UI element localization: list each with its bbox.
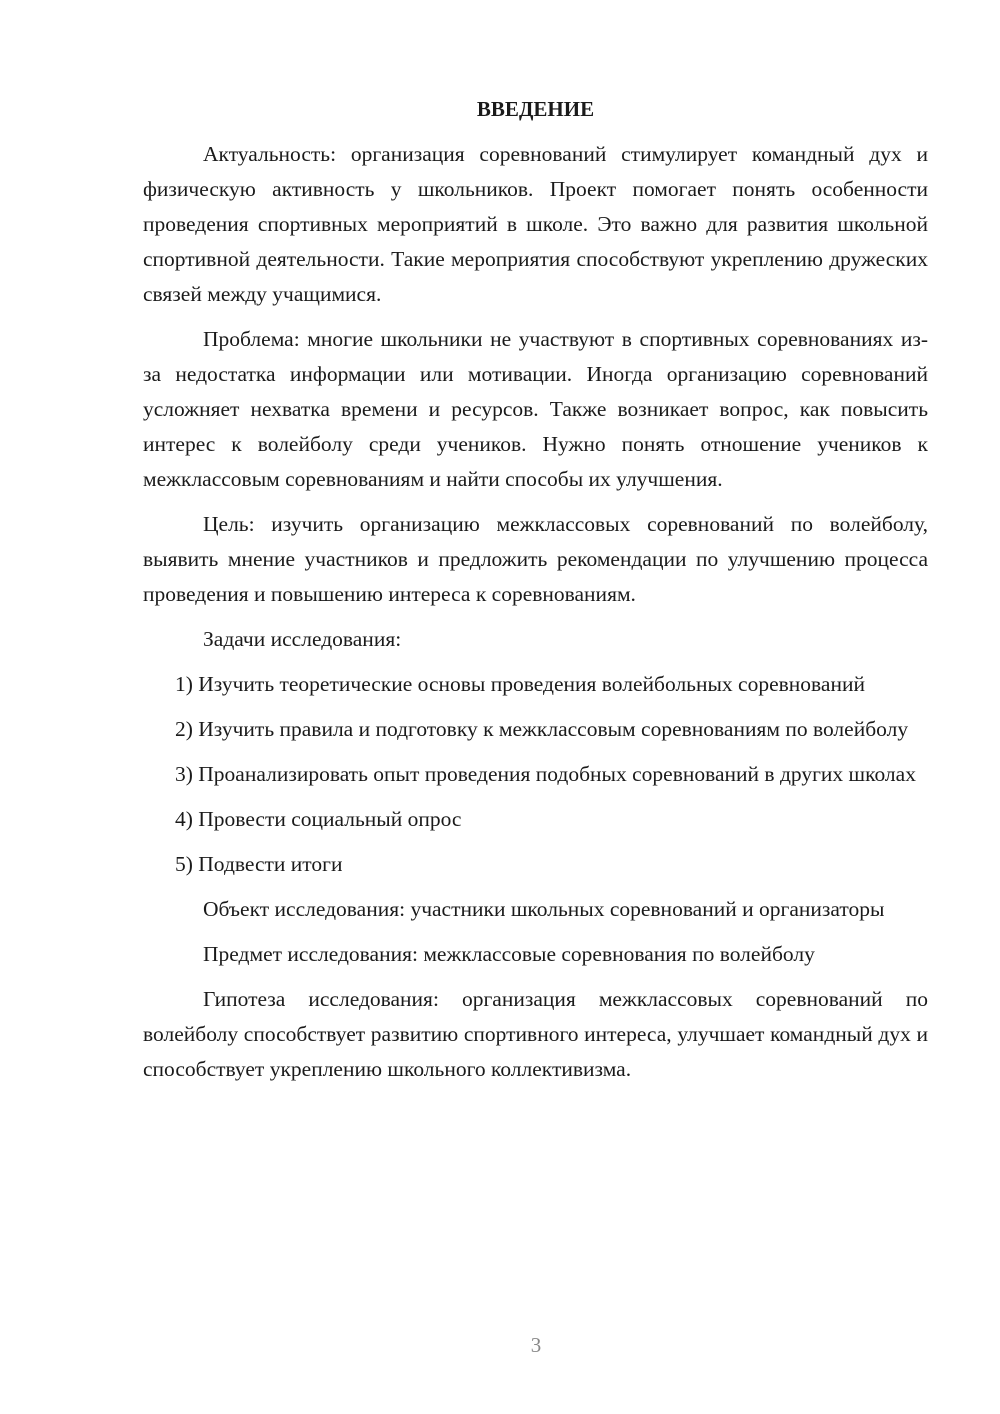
paragraph-object: Объект исследования: участники школьных соревнований и организаторы [203,897,885,921]
task-item-5: 5) Подвести итоги [175,852,343,876]
paragraph-subject: Предмет исследования: межклассовые соревнования по волейболу [203,942,815,966]
document-page [143,92,928,1087]
page-number: 3 [530,1333,542,1357]
task-item-4: 4) Провести социальный опрос [175,807,462,831]
paragraph-hypothesis: Гипотеза исследования: организация межклассовых соревнований по волейболу способствует развитию спортивного интереса, улучшает командный дух и способствует укреплению школьного коллективизма. [143,987,928,1081]
paragraph-problem: Проблема: многие школьники не участвуют в спортивных соревнованиях из-за недостатка информации или мотивации. Иногда организацию соревнований усложняет нехватка времени и ресурсов. Также возникает вопрос, как повысить интерес к волейболу среди учеников. Нужно понять отношение учеников к межклассовым соревнованиям и найти способы их улучшения. [143,327,928,491]
section-title: ВВЕДЕНИЕ [476,97,595,121]
paragraph-goal: Цель: изучить организацию межклассовых соревнований по волейболу, выявить мнение участников и предложить рекомендации по улучшению процесса проведения и повышению интереса к соревнованиям. [143,512,928,606]
task-item-3: 3) Проанализировать опыт проведения подобных соревнований в других школах [175,762,916,786]
tasks-heading: Задачи исследования: [203,627,402,651]
task-item-2: 2) Изучить правила и подготовку к межклассовым соревнованиям по волейболу [175,717,909,741]
task-item-1: 1) Изучить теоретические основы проведения волейбольных соревнований [175,672,865,696]
paragraph-relevance: Актуальность: организация соревнований стимулирует командный дух и физическую активность у школьников. Проект помогает понять особенности проведения спортивных мероприятий в школе. Это важно для развития школьной спортивной деятельности. Такие мероприятия способствуют укреплению дружеских связей между учащимися. [143,142,928,306]
